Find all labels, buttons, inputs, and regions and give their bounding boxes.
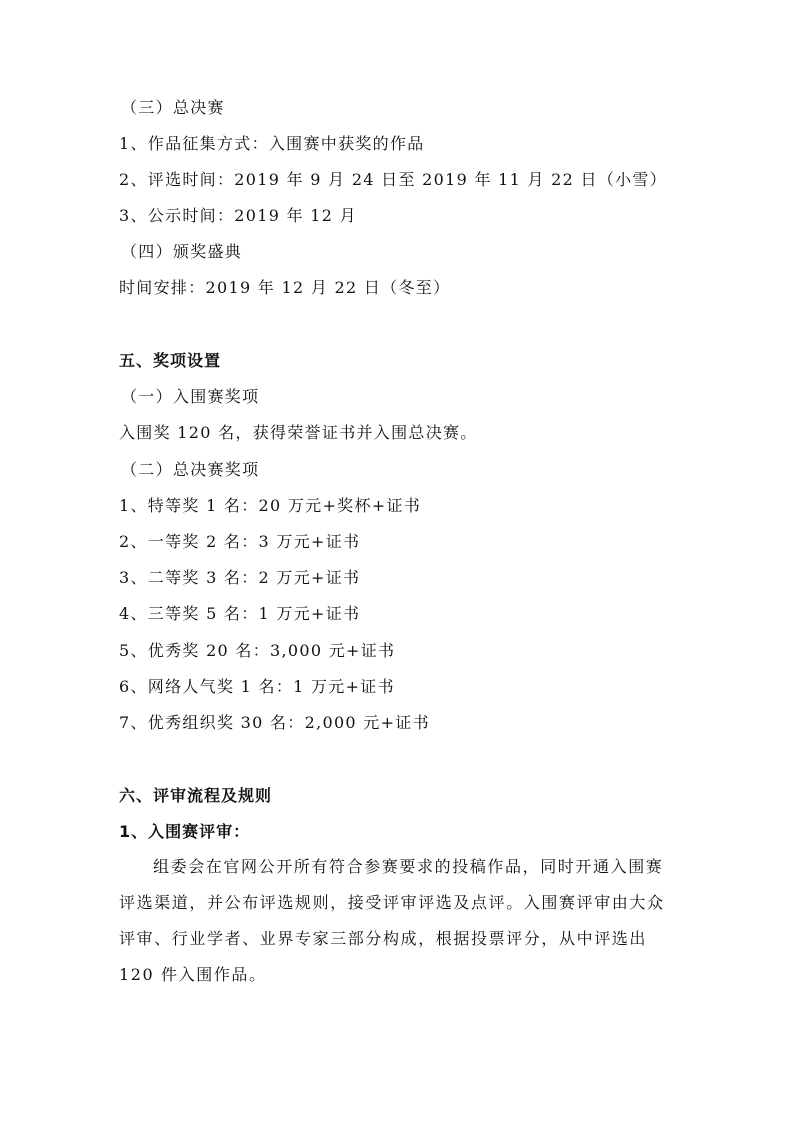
award-item-2: 2、一等奖 2 名：3 万元+证书 [119,532,361,551]
award-item-5: 5、优秀奖 20 名：3,000 元+证书 [119,641,396,660]
section-5-sub2-heading: （二）总决赛奖项 [121,460,260,479]
ceremony-time: 时间安排：2019 年 12 月 22 日（冬至） [119,278,451,297]
final-item-3: 3、公示时间：2019 年 12 月 [119,206,357,225]
section-6-title: 六、评审流程及规则 [119,786,273,805]
award-item-7: 7、优秀组织奖 30 名：2,000 元+证书 [119,713,430,732]
award-item-4: 4、三等奖 5 名：1 万元+证书 [119,604,361,623]
section-5-sub1-heading: （一）入围赛奖项 [121,387,260,406]
final-item-2: 2、评选时间：2019 年 9 月 24 日至 2019 年 11 月 22 日（小雪） [119,170,668,189]
award-item-3: 3、二等奖 3 名：2 万元+证书 [119,568,361,587]
section-5-sub1-text: 入围奖 120 名，获得荣誉证书并入围总决赛。 [119,423,478,442]
ceremony-heading: （四）颁奖盛典 [121,242,243,261]
section-6-sub1-paragraph: 组委会在官网公开所有符合参赛要求的投稿作品，同时开通入围赛评选渠道，并公布评选规则，接受评审评选及点评。入围赛评审由大众评审、行业学者、业界专家三部分构成，根据投票评分，从中评选出 120 件入围作品。 [119,857,665,984]
section-5-title: 五、奖项设置 [119,351,222,370]
final-item-1: 1、作品征集方式：入围赛中获奖的作品 [119,134,425,153]
section-6-sub1-heading: 1、入围赛评审： [119,822,251,841]
final-heading: （三）总决赛 [121,98,225,117]
award-item-1: 1、特等奖 1 名：20 万元+奖杯+证书 [119,496,422,515]
award-item-6: 6、网络人气奖 1 名：1 万元+证书 [119,677,395,696]
